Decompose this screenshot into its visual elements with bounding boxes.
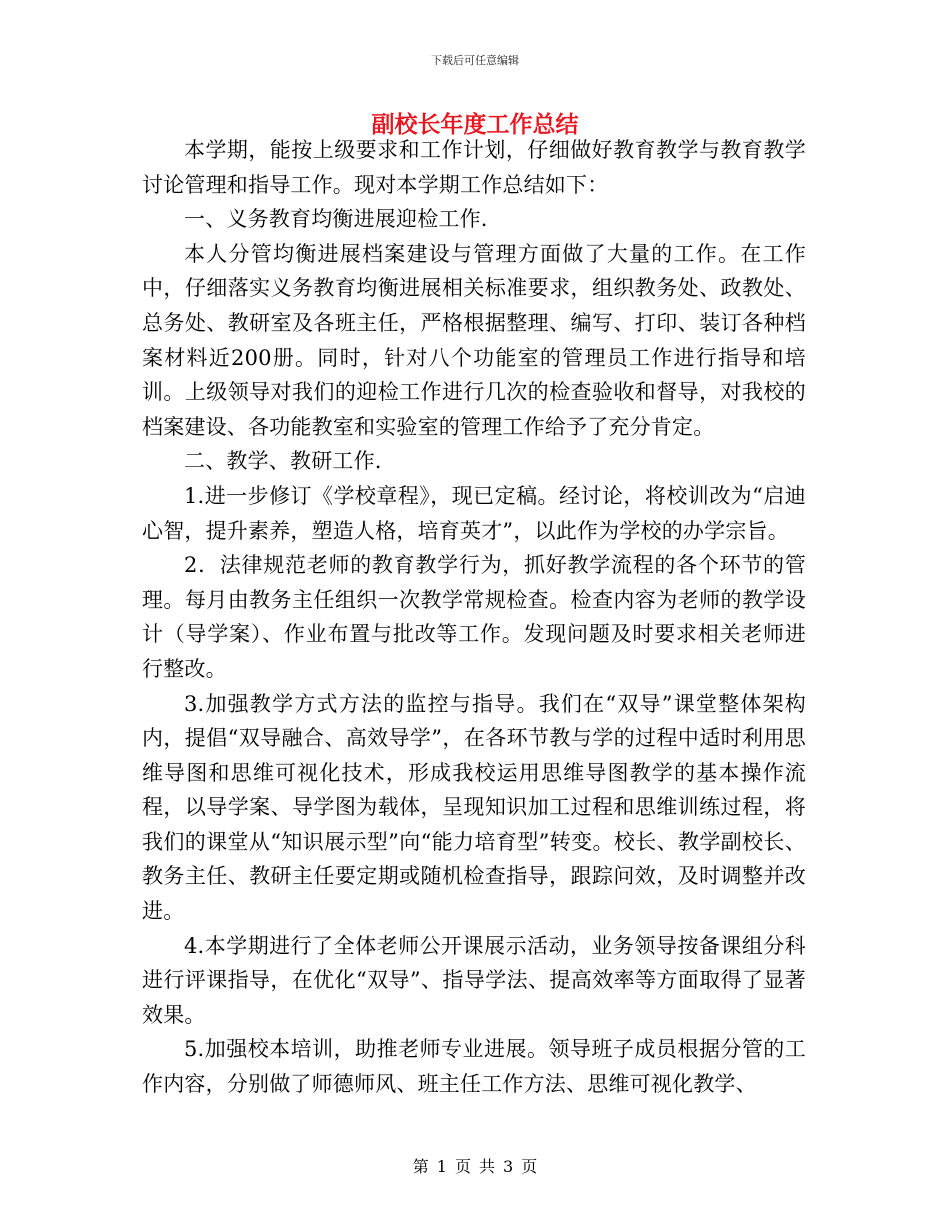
paragraph-item-4: 4.本学期进行了全体老师公开课展示活动，业务领导按备课组分科进行评课指导，在优化“双导”、指导学法、提高效率等方面取得了显著效果。 (142, 933, 806, 1027)
footer-page-label: 页 (454, 1157, 471, 1176)
paragraph-item-3: 3.加强教学方式方法的监控与指导。我们在“双导”课堂整体架构内，提倡“双导融合、高效导学”，在各环节教与学的过程中适时利用思维导图和思维可视化技术，形成我校运用思维导图教学的基本操作流程，以导学案、导学图为载体，呈现知识加工过程和思维训练过程，将我们的课堂从“知识展示型”向“能力培育型”转变。校长、教学副校长、教务主任、教研主任要定期或随机检查指导，跟踪问效，及时调整并改进。 (142, 691, 806, 924)
paragraph-item-2: 2．法律规范老师的教育教学行为，抓好教学流程的各个环节的管理。每月由教务主任组织一次教学常规检查。检查内容为老师的教学设计（导学案）、作业布置与批改等工作。发现问题及时要求相关老师进行整改。 (142, 553, 806, 681)
document-title: 副校长年度工作总结 (371, 112, 579, 138)
paragraph-item-5: 5.加强校本培训，助推老师专业进展。领导班子成员根据分管的工作内容，分别做了师德师风、班主任工作方法、思维可视化教学、 (142, 1037, 806, 1097)
footer-total-label: 共 (479, 1157, 496, 1176)
footer-page-number: 1 (436, 1157, 447, 1176)
footer-total-pages: 3 (503, 1157, 514, 1176)
page-footer (0, 1154, 950, 1177)
footer-prefix: 第 (412, 1157, 429, 1176)
paragraph-archives: 本人分管均衡进展档案建设与管理方面做了大量的工作。在工作中，仔细落实义务教育均衡进展相关标准要求，组织教务处、政教处、总务处、教研室及各班主任，严格根据整理、编写、打印、装订各种档案材料近200册。同时，针对八个功能室的管理员工作进行指导和培训。上级领导对我们的迎检工作进行几次的检查验收和督导，对我校的档案建设、各功能教室和实验室的管理工作给予了充分肯定。 (142, 241, 806, 439)
paragraph-item-1: 1.进一步修订《学校章程》，现已定稿。经讨论，将校训改为“启迪心智，提升素养，塑造人格，培育英才”，以此作为学校的办学宗旨。 (142, 483, 806, 543)
paragraph-heading-2: 二、教学、教研工作. (184, 449, 382, 474)
footer-suffix: 页 (521, 1157, 538, 1176)
header-note: 下载后可任意编辑 (431, 54, 519, 67)
paragraph-heading-1: 一、义务教育均衡进展迎检工作. (184, 207, 488, 232)
paragraph-intro: 本学期，能按上级要求和工作计划，仔细做好教育教学与教育教学讨论管理和指导工作。现对本学期工作总结如下： (142, 138, 806, 197)
document-body (142, 133, 806, 1102)
